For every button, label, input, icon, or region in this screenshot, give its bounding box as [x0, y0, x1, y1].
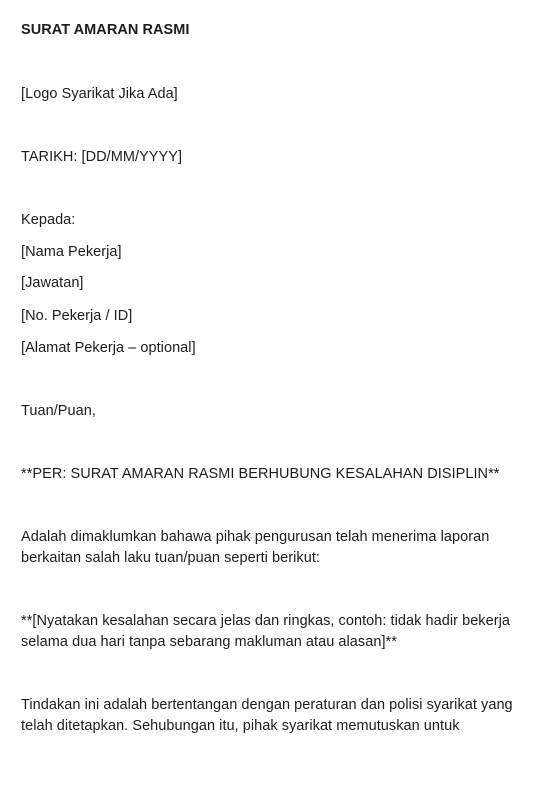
recipient-heading: Kepada: [21, 212, 76, 228]
paragraph-offence-line-2: selama dua hari tanpa sebarang makluman atau alasan]** [21, 634, 397, 650]
paragraph-intro-line-2: berkaitan salah laku tuan/puan seperti berikut: [21, 550, 320, 566]
paragraph-intro-line-1: Adalah dimaklumkan bahawa pihak pengurusan telah menerima laporan [21, 529, 490, 545]
paragraph-action-line-2: telah ditetapkan. Sehubungan itu, pihak syarikat memutuskan untuk [21, 718, 460, 734]
paragraph-action [21, 695, 541, 737]
recipient-address: [Alamat Pekerja – optional] [21, 340, 196, 356]
recipient-name: [Nama Pekerja] [21, 244, 122, 260]
document-title: SURAT AMARAN RASMI [21, 22, 190, 38]
recipient-position: [Jawatan] [21, 275, 84, 291]
recipient-employee-id: [No. Pekerja / ID] [21, 308, 133, 324]
subject-line: **PER: SURAT AMARAN RASMI BERHUBUNG KESALAHAN DISIPLIN** [21, 466, 500, 482]
paragraph-intro [21, 527, 541, 569]
date-line: TARIKH: [DD/MM/YYYY] [21, 149, 183, 165]
logo-placeholder: [Logo Syarikat Jika Ada] [21, 86, 178, 102]
salutation: Tuan/Puan, [21, 403, 96, 419]
paragraph-offence [21, 611, 541, 653]
paragraph-action-line-1: Tindakan ini adalah bertentangan dengan peraturan dan polisi syarikat yang [21, 697, 513, 713]
paragraph-offence-line-1: **[Nyatakan kesalahan secara jelas dan ringkas, contoh: tidak hadir bekerja [21, 613, 510, 629]
